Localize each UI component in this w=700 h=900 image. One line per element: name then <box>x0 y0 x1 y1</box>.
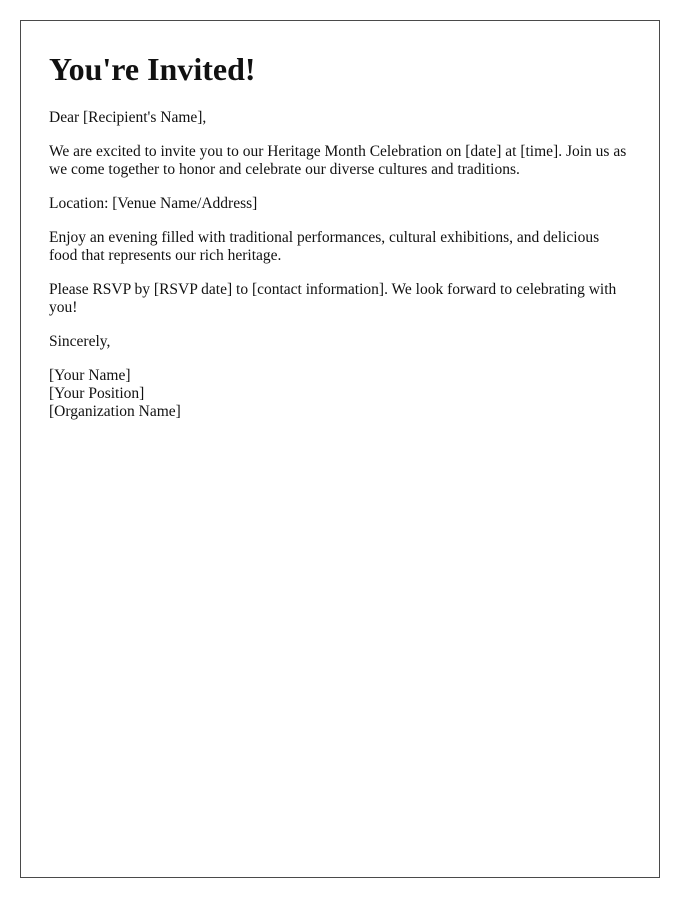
invite-paragraph: We are excited to invite you to our Heritage Month Celebration on [date] at [time]. Join us as we come together to honor and celebrate our diverse cultures and traditions. <box>49 143 627 178</box>
letter-title: You're Invited! <box>49 51 256 87</box>
signature-position: [Your Position] <box>49 385 145 402</box>
invitation-letter <box>20 20 660 878</box>
greeting: Dear [Recipient's Name], <box>49 109 207 126</box>
enjoy-paragraph: Enjoy an evening filled with traditional performances, cultural exhibitions, and delicious food that represents our rich heritage. <box>49 229 600 264</box>
signature-name: [Your Name] <box>49 367 131 384</box>
closing: Sincerely, <box>49 333 111 350</box>
location-line: Location: [Venue Name/Address] <box>49 195 258 212</box>
signature-organization: [Organization Name] <box>49 403 181 420</box>
rsvp-paragraph: Please RSVP by [RSVP date] to [contact information]. We look forward to celebrating with you! <box>49 281 617 316</box>
signature-block <box>49 367 631 421</box>
